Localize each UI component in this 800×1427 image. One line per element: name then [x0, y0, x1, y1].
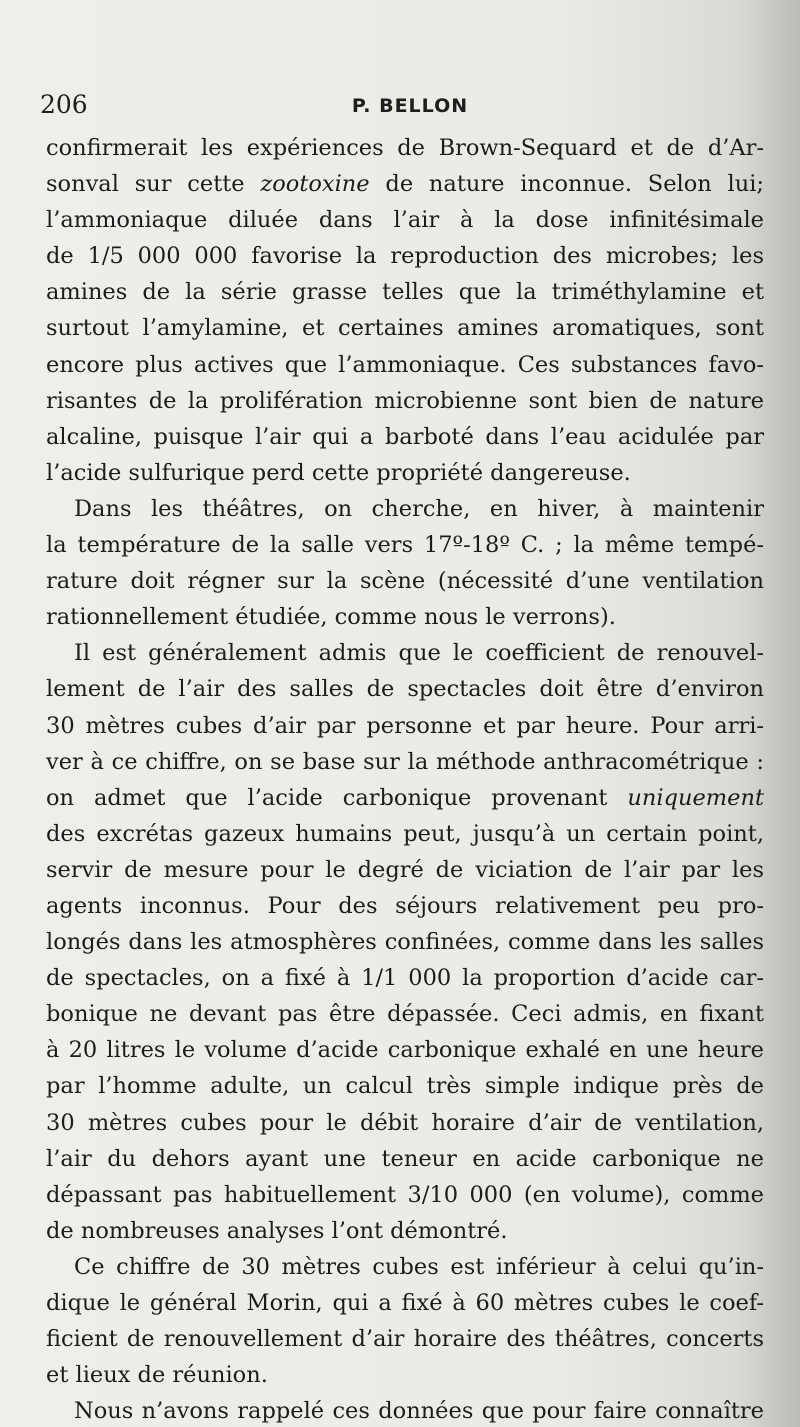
text-line: dépassant pas habituellement 3/10 000 (en volume), comme	[46, 1181, 764, 1208]
text-line: agents inconnus. Pour des séjours relativement peu pro-	[46, 892, 764, 919]
text-line: 30 mètres cubes d’air par personne et par heure. Pour arri-	[46, 712, 764, 739]
text-line: Nous n’avons rappelé ces données que pour faire connaître	[74, 1398, 764, 1425]
text-line: encore plus actives que l’ammoniaque. Ces substances favo-	[46, 351, 764, 378]
text-line: risantes de la prolifération microbienne sont bien de nature	[46, 387, 764, 414]
text-line: bonique ne devant pas être dépassée. Ceci admis, en fixant	[46, 1001, 764, 1028]
italic-term-uniquement: uniquement	[627, 784, 764, 811]
text-line: ficient de renouvellement d’air horaire des théâtres, concerts	[46, 1326, 764, 1353]
text-line: alcaline, puisque l’air qui a barboté dans l’eau acidulée par	[46, 423, 764, 450]
text-segment: on admet que l’acide carbonique provenant	[46, 784, 608, 811]
text-line: de nombreuses analyses l’ont démontré.	[46, 1217, 508, 1244]
text-line: amines de la série grasse telles que la triméthylamine et	[46, 279, 764, 306]
text-line: l’acide sulfurique perd cette propriété dangereuse.	[46, 459, 631, 486]
text-line: des excrétas gazeux humains peut, jusqu’à un certain point,	[46, 820, 764, 847]
page-number: 206	[40, 90, 88, 119]
text-line: Dans les théâtres, on cherche, en hiver, à maintenir	[74, 495, 764, 522]
text-line: rationnellement étudiée, comme nous le verrons).	[46, 604, 616, 631]
text-line: Il est généralement admis que le coefficient de renouvel-	[74, 640, 764, 667]
text-line	[46, 166, 764, 202]
text-line: de spectacles, on a fixé à 1/1 000 la proportion d’acide car-	[46, 965, 764, 992]
text-line: dique le général Morin, qui a fixé à 60 mètres cubes le coef-	[46, 1290, 764, 1316]
text-line: la température de la salle vers 17º-18º C. ; la même tempé-	[46, 532, 764, 559]
text-segment: sonval sur cette	[46, 171, 245, 198]
text-line: surtout l’amylamine, et certaines amines aromatiques, sont	[46, 315, 764, 342]
text-segment: de nature inconnue. Selon lui;	[385, 171, 764, 198]
text-line: l’air du dehors ayant une teneur en acide carbonique ne	[46, 1145, 764, 1172]
running-header	[40, 88, 760, 124]
text-line: lement de l’air des salles de spectacles doit être d’environ	[46, 676, 764, 703]
text-line: confirmerait les expériences de Brown-Sequard et de d’Ar-	[46, 135, 764, 161]
text-line: rature doit régner sur la scène (nécessité d’une ventilation	[46, 568, 764, 595]
running-head-author: P. BELLON	[351, 95, 469, 117]
text-line: 30 mètres cubes pour le débit horaire d’air de ventilation,	[46, 1109, 764, 1136]
text-line: servir de mesure pour le degré de viciation de l’air par les	[46, 856, 764, 883]
text-line: et lieux de réunion.	[46, 1362, 268, 1389]
text-line: longés dans les atmosphères confinées, comme dans les salles	[46, 929, 764, 956]
text-line: ver à ce chiffre, on se base sur la méthode anthracométrique :	[46, 748, 764, 775]
text-line: de 1/5 000 000 favorise la reproduction des microbes; les	[46, 243, 764, 270]
italic-term-zootoxine: zootoxine	[260, 171, 370, 198]
text-line: l’ammoniaque diluée dans l’air à la dose infinitésimale	[46, 207, 764, 234]
text-line: à 20 litres le volume d’acide carbonique exhalé en une heure	[46, 1037, 764, 1064]
text-line: Ce chiffre de 30 mètres cubes est inférieur à celui qu’in-	[74, 1253, 764, 1280]
body-text	[46, 130, 764, 1427]
text-line: par l’homme adulte, un calcul très simple indique près de	[46, 1073, 764, 1100]
text-line	[46, 780, 764, 816]
